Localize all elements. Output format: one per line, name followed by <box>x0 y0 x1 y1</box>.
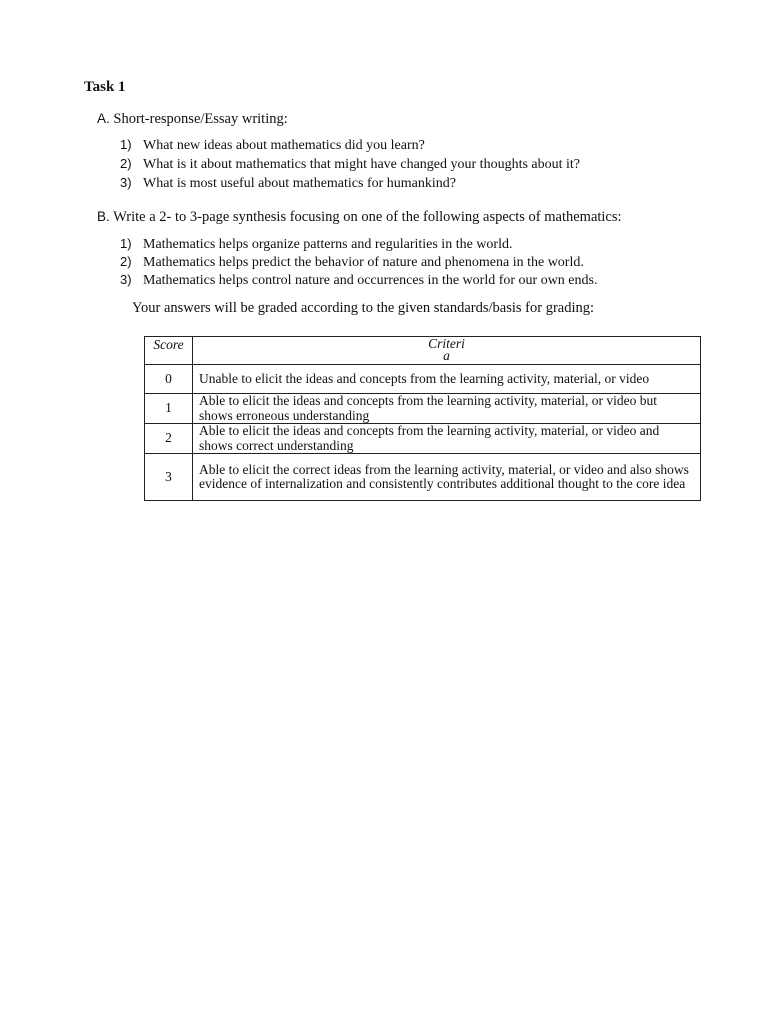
list-item <box>120 236 512 253</box>
list-item-text: What new ideas about mathematics did you learn? <box>143 138 425 153</box>
section-a-letter: A. <box>97 111 110 126</box>
list-item-number: 3) <box>120 272 132 287</box>
score-cell: 2 <box>145 424 193 454</box>
criteria-column-header <box>193 337 701 365</box>
section-b-title: Write a 2- to 3-page synthesis focusing on one of the following aspects of mathematics: <box>113 209 622 225</box>
list-item-text: What is most useful about mathematics for humankind? <box>143 176 456 191</box>
score-column-header: Score <box>145 337 193 365</box>
list-item-text: Mathematics helps predict the behavior of nature and phenomena in the world. <box>143 255 584 270</box>
table-row <box>145 394 701 424</box>
list-item <box>120 137 425 154</box>
table-row <box>145 454 701 501</box>
score-cell: 1 <box>145 394 193 424</box>
list-item <box>120 272 597 289</box>
section-a-title: Short-response/Essay writing: <box>113 111 288 127</box>
criteria-header-text: Criteria <box>428 336 465 363</box>
table-header-row <box>145 337 701 365</box>
list-item-number: 1) <box>120 236 132 251</box>
table-row <box>145 424 701 454</box>
rubric-table <box>144 336 701 501</box>
criteria-cell: Able to elicit the ideas and concepts from the learning activity, material, or video but shows erroneous understanding <box>193 394 701 424</box>
list-item <box>120 254 584 271</box>
list-item <box>120 156 580 173</box>
list-item-text: What is it about mathematics that might have changed your thoughts about it? <box>143 157 581 172</box>
list-item-text: Mathematics helps organize patterns and regularities in the world. <box>143 237 513 252</box>
list-item-number: 2) <box>120 156 132 171</box>
list-item <box>120 175 456 192</box>
list-item-number: 3) <box>120 175 132 190</box>
section-a-heading <box>97 111 288 128</box>
task-title: Task 1 <box>84 79 126 95</box>
section-b-heading <box>97 209 622 226</box>
criteria-cell: Able to elicit the correct ideas from the learning activity, material, or video and also shows evidence of internalization and consistently contributes additional thought to the core idea <box>193 454 701 501</box>
table-row <box>145 365 701 394</box>
criteria-cell: Able to elicit the ideas and concepts from the learning activity, material, or video and shows correct understanding <box>193 424 701 454</box>
score-cell: 3 <box>145 454 193 501</box>
list-item-number: 2) <box>120 254 132 269</box>
list-item-number: 1) <box>120 137 132 152</box>
list-item-text: Mathematics helps control nature and occurrences in the world for our own ends. <box>143 273 598 288</box>
score-cell: 0 <box>145 365 193 394</box>
section-b-letter: B. <box>97 209 110 224</box>
grading-note: Your answers will be graded according to the given standards/basis for grading: <box>132 300 595 316</box>
criteria-cell: Unable to elicit the ideas and concepts from the learning activity, material, or video <box>193 365 701 394</box>
